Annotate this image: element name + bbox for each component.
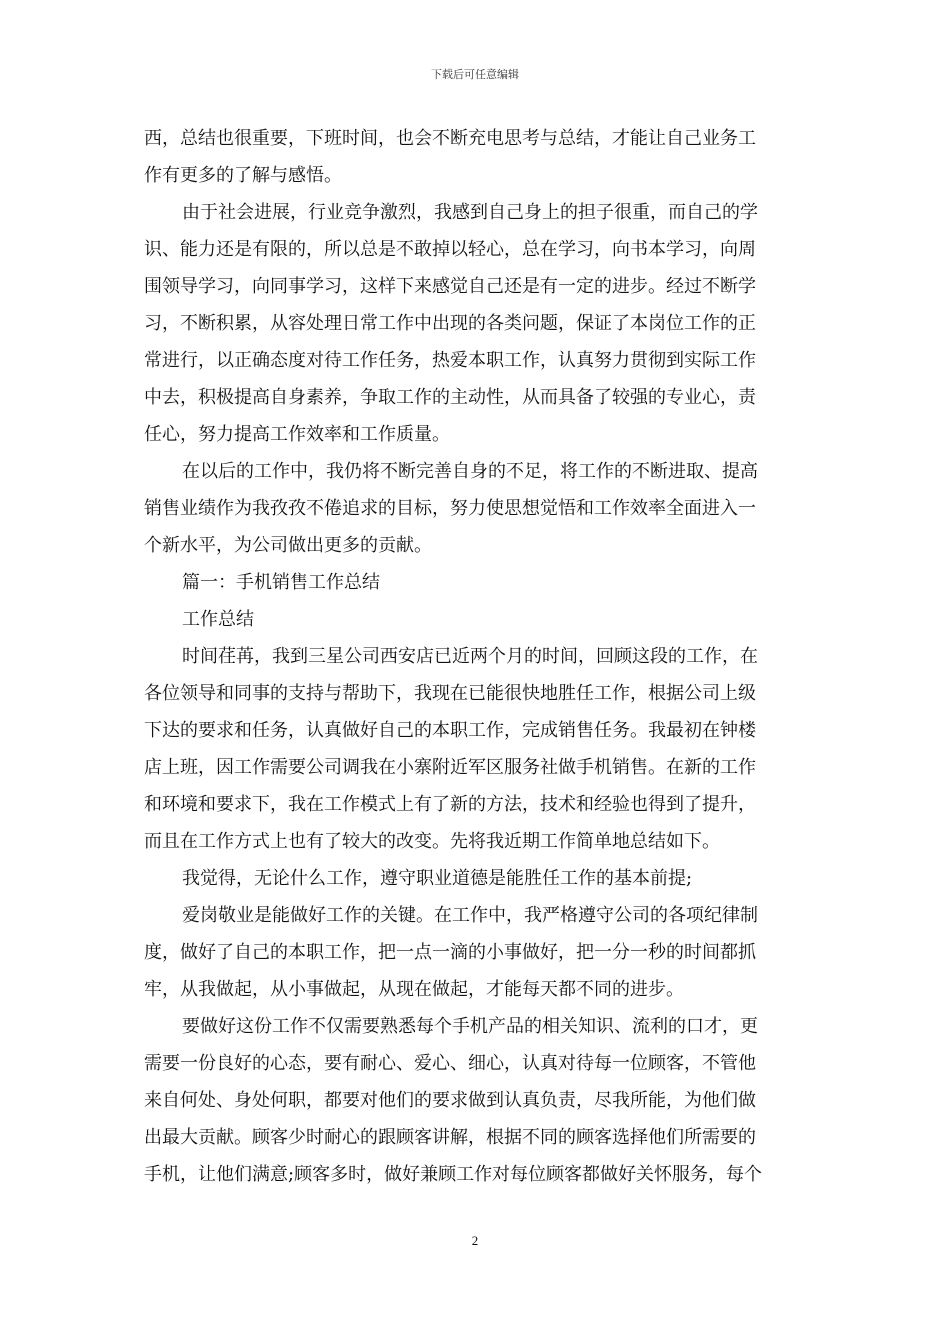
text-line: 牢，从我做起，从小事做起，从现在做起，才能每天都不同的进步。 [144,979,684,1000]
text-line: 出最大贡献。顾客少时耐心的跟顾客讲解，根据不同的顾客选择他们所需要的 [144,1127,756,1148]
text-line: 常进行，以正确态度对待工作任务，热爱本职工作，认真努力贯彻到实际工作 [144,350,756,371]
section-heading: 篇一：手机销售工作总结 [182,572,380,593]
text-line: 任心，努力提高工作效率和工作质量。 [144,424,450,445]
text-line: 要做好这份工作不仅需要熟悉每个手机产品的相关知识、流利的口才，更 [182,1016,758,1037]
text-line: 我觉得，无论什么工作，遵守职业道德是能胜任工作的基本前提; [182,868,693,889]
text-line: 而且在工作方式上也有了较大的改变。先将我近期工作简单地总结如下。 [144,831,720,852]
text-line: 度，做好了自己的本职工作，把一点一滴的小事做好，把一分一秒的时间都抓 [144,942,756,963]
text-line: 识、能力还是有限的，所以总是不敢掉以轻心，总在学习，向书本学习，向周 [144,239,756,260]
text-line: 下达的要求和任务，认真做好自己的本职工作，完成销售任务。我最初在钟楼 [144,720,756,741]
text-line: 围领导学习，向同事学习，这样下来感觉自己还是有一定的进步。经过不断学 [144,276,756,297]
text-line: 时间荏苒，我到三星公司西安店已近两个月的时间，回顾这段的工作，在 [182,646,758,667]
text-line: 作有更多的了解与感悟。 [144,165,342,186]
text-line: 在以后的工作中，我仍将不断完善自身的不足，将工作的不断进取、提高 [182,461,758,482]
text-line: 来自何处、身处何职，都要对他们的要求做到认真负责，尽我所能，为他们做 [144,1090,756,1111]
text-line: 店上班，因工作需要公司调我在小寨附近军区服务社做手机销售。在新的工作 [144,757,756,778]
text-line: 销售业绩作为我孜孜不倦追求的目标，努力使思想觉悟和工作效率全面进入一 [144,498,756,519]
page-header: 下载后可任意编辑 [431,68,519,81]
text-line: 需要一份良好的心态，要有耐心、爱心、细心，认真对待每一位顾客，不管他 [144,1053,756,1074]
section-subheading: 工作总结 [182,609,254,630]
text-line: 个新水平，为公司做出更多的贡献。 [144,535,432,556]
text-line: 由于社会进展，行业竞争激烈，我感到自己身上的担子很重，而自己的学 [182,202,758,223]
text-line: 习，不断积累，从容处理日常工作中出现的各类问题，保证了本岗位工作的正 [144,313,756,334]
text-line: 中去，积极提高自身素养，争取工作的主动性，从而具备了较强的专业心，责 [144,387,756,408]
page-number: 2 [471,1233,479,1248]
body-text [144,120,806,1193]
text-line: 手机，让他们满意;顾客多时，做好兼顾工作对每位顾客都做好关怀服务，每个 [144,1164,763,1185]
text-line: 爱岗敬业是能做好工作的关键。在工作中，我严格遵守公司的各项纪律制 [182,905,758,926]
text-line: 西，总结也很重要，下班时间，也会不断充电思考与总结，才能让自己业务工 [144,128,756,149]
text-line: 和环境和要求下，我在工作模式上有了新的方法，技术和经验也得到了提升， [144,794,756,815]
text-line: 各位领导和同事的支持与帮助下，我现在已能很快地胜任工作，根据公司上级 [144,683,756,704]
